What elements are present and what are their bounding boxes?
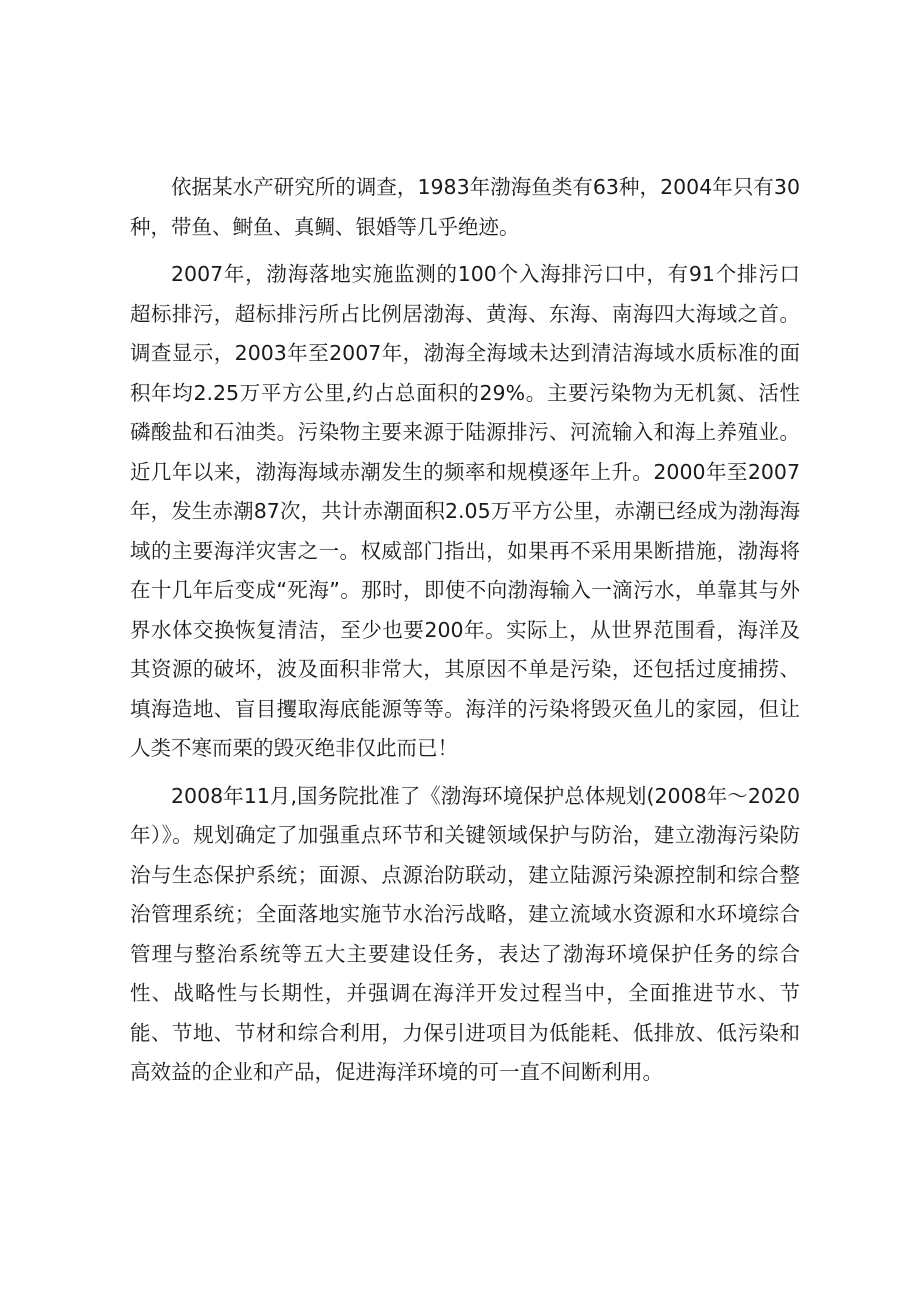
paragraph-pollution-status: 2007年，渤海落地实施监测的100个入海排污口中，有91个排污口超标排污，超标排污所占比例居渤海、黄海、东海、南海四大海域之首。调查显示，2003年至2007年，渤海全海域未达到清洁海域水质标准的面积年均2.25万平方公里,约占总面积的29%。主要污染物为无机氮、活性磷酸盐和石油类。污染物主要来源于陆源排污、河流输入和海上养殖业。近几年以来，渤海海域赤潮发生的频率和规模逐年上升。2000年至2007年，发生赤潮87次，共计赤潮面积2.05万平方公里，赤潮已经成为渤海海域的主要海洋灾害之一。权威部门指出，如果再不采用果断措施，渤海将在十几年后变成“死海”。那时，即使不向渤海输入一滴污水，单靠其与外界水体交换恢复清洁，至少也要200年。实际上，从世界范围看，海洋及其资源的破坏，波及面积非常大，其原因不单是污染，还包括过度捕捞、填海造地、盲目攫取海底能源等等。海洋的污染将毁灭鱼儿的家园，但让人类不寒而栗的毁灭绝非仅此而已！ (130, 262, 800, 760)
paragraph-fish-species: 依据某水产研究所的调查，1983年渤海鱼类有63种，2004年只有30种，带鱼、鲥鱼、真鲷、银婚等几乎绝迹。 (130, 175, 800, 239)
document-body (130, 168, 800, 1101)
paragraph-protection-plan: 2008年11月,国务院批准了《渤海环境保护总体规划(2008年〜2020年）》。规划确定了加强重点环节和关键领域保护与防治，建立渤海污染防治与生态保护系统；面源、点源治防联动，建立陆源污染源控制和综合整治管理系统；全面落地实施节水治污战略，建立流域水资源和水环境综合管理与整治系统等五大主要建设任务，表达了渤海环境保护任务的综合性、战略性与长期性，并强调在海洋开发过程当中，全面推进节水、节能、节地、节材和综合利用，力保引进项目为低能耗、低排放、低污染和高效益的企业和产品，促进海洋环境的可一直不间断利用。 (130, 783, 800, 1084)
